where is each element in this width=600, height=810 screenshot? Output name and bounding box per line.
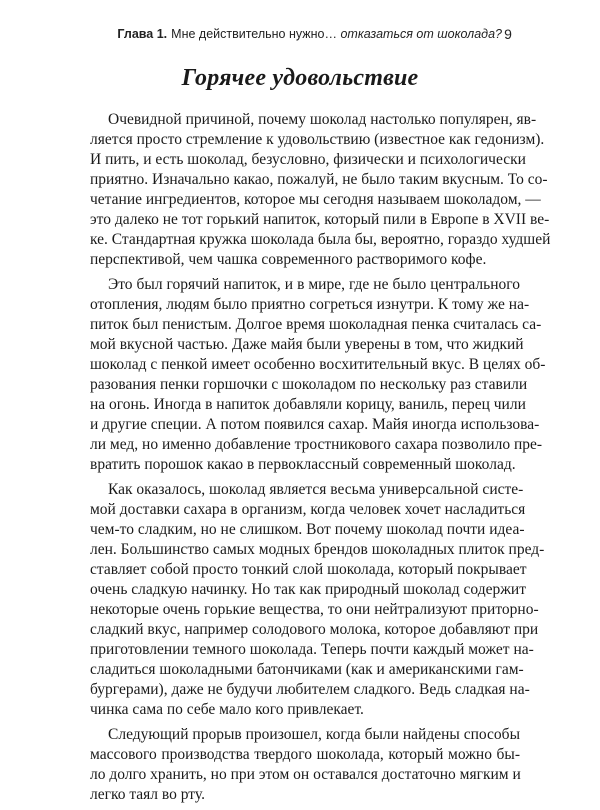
text-line: ло долго хранить, но при этом он оставался достаточно мягким и	[90, 766, 521, 783]
text-line: приятно. Изначально какао, пожалуй, не было таким вкусным. То со-	[90, 171, 548, 188]
text-line: на огонь. Иногда в напиток добавляли корицу, ваниль, перец чили	[90, 396, 526, 413]
text-line: массового производства твердого шоколада, который можно бы-	[90, 746, 520, 763]
text-line: Это был горячий напиток, и в мире, где не было центрального	[108, 276, 520, 293]
paragraph-3	[90, 480, 545, 720]
running-head	[117, 20, 534, 48]
text-line: и другие специи. А потом появился сахар. Майя иногда использова-	[90, 416, 540, 433]
text-line: разования пенки горшочки с шоколадом по нескольку раз ставили	[90, 376, 528, 393]
text-line: ке. Стандартная кружка шоколада была бы, вероятно, гораздо худшей	[90, 231, 551, 248]
paragraph-4	[90, 725, 520, 805]
text-line: лен. Большинство самых модных брендов шоколадных плиток пред-	[90, 541, 545, 558]
text-line: четание ингредиентов, которое мы сегодня называем шоколадом, —	[90, 191, 541, 208]
text-line: чинка сама по себе мало кого привлекает.	[90, 701, 364, 718]
chapter-label: Глава 1.	[117, 27, 168, 41]
text-line: сладиться шоколадными батончиками (как и американскими гам-	[90, 661, 524, 678]
text-line: Как оказалось, шоколад является весьма универсальной систе-	[108, 481, 524, 498]
text-line: отопления, людям было приятно согреться изнутри. К тому же на-	[90, 296, 530, 313]
text-line: ли мед, но именно добавление тростникового сахара позволило пре-	[90, 436, 543, 453]
text-line: ляется просто стремление к удовольствию (известное как гедонизм).	[90, 131, 545, 148]
page-number: 9	[504, 26, 512, 42]
text-line: бургерами), даже не будучи любителем сладкого. Ведь сладкая на-	[90, 681, 530, 698]
section-title: Горячее удовольствие	[181, 65, 419, 91]
text-line: легко таял во рту.	[90, 786, 205, 803]
text-line: некоторые очень горькие вещества, то они нейтрализуют приторно-	[90, 601, 539, 618]
text-line: очень сладкую начинку. Но так как природный шоколад содержит	[90, 581, 526, 598]
text-line: Следующий прорыв произошел, когда были найдены способы	[108, 726, 520, 743]
text-line: мой доставки сахара в организм, когда человек хочет насладиться	[90, 501, 526, 518]
text-line: перспективой, чем чашка современного растворимого кофе.	[90, 251, 487, 268]
chapter-title-regular: Мне действительно нужно…	[171, 27, 337, 41]
text-line: шоколад с пенкой имеет особенно восхитительный вкус. В целях об-	[90, 356, 546, 373]
text-line: питок был пенистым. Долгое время шоколадная пенка считалась са-	[90, 316, 542, 333]
body-text	[90, 110, 551, 810]
text-line: это далеко не тот горький напиток, который пили в Европе в XVII ве-	[90, 211, 550, 228]
chapter-title-italic: отказаться от шоколада?	[340, 27, 502, 41]
paragraph-1	[90, 110, 551, 270]
text-line: И пить, и есть шоколад, безусловно, физически и психологически	[90, 151, 526, 168]
paragraph-2	[90, 275, 546, 475]
text-line: ставляет собой просто тонкий слой шоколада, который покрывает	[90, 561, 527, 578]
text-line: сладкий вкус, например солодового молока, которое добавляют при	[90, 621, 539, 638]
text-line: Очевидной причиной, почему шоколад настолько популярен, яв-	[108, 111, 537, 128]
text-line: вратить порошок какао в первоклассный современный шоколад.	[90, 456, 516, 473]
text-line: приготовлении темного шоколада. Теперь почти каждый может на-	[90, 641, 534, 658]
text-line: мой вкусной частью. Даже майя были уверены в том, что жидкий	[90, 336, 524, 353]
text-line: чем-то сладким, но не слишком. Вот почему шоколад почти идеа-	[90, 521, 525, 538]
